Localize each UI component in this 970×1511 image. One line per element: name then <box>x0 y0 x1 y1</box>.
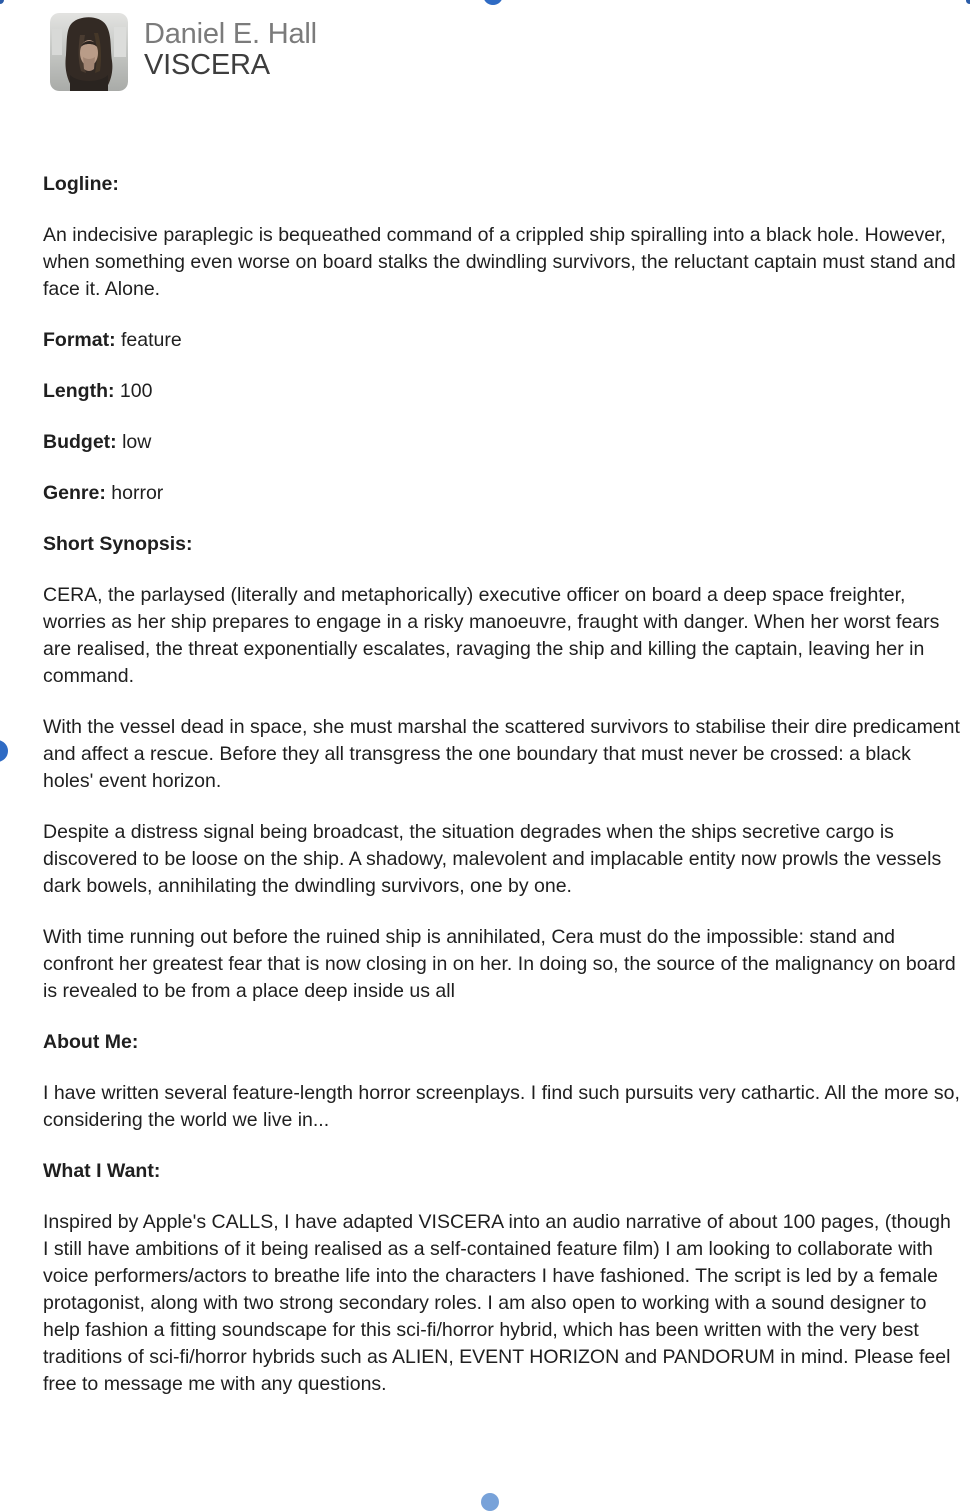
field-budget-label: Budget: <box>43 431 117 453</box>
avatar <box>50 13 128 91</box>
profile-header <box>0 0 970 91</box>
section-heading-short-synopsis: Short Synopsis: <box>43 533 193 555</box>
field-genre-value: horror <box>111 482 164 504</box>
field-genre-label: Genre: <box>43 482 106 504</box>
logline-paragraph: An indecisive paraplegic is bequeathed command of a crippled ship spiralling into a black hole. However, when something even worse on board stalks the dwindling survivors, the reluctant captain must stand and face it. Alone. <box>43 224 956 300</box>
what-i-want-paragraph: Inspired by Apple's CALLS, I have adapted VISCERA into an audio narrative of about 100 pages, (though I still have ambitions of it being realised as a self-contained feature film) I am looking to collaborate with voice performers/actors to breathe life into the characters I have fashioned. The script is led by a female protagonist, along with two strong secondary roles. I am also open to working with a sound designer to help fashion a fitting soundscape for this sci-fi/horror hybrid, which has been written with the very best traditions of sci-fi/horror hybrids such as ALIEN, EVENT HORIZON and PANDORUM in mind. Please feel free to message me with any questions. <box>43 1211 951 1395</box>
field-length-label: Length: <box>43 380 115 402</box>
field-length-value: 100 <box>119 380 153 402</box>
field-length <box>43 378 960 405</box>
section-heading-what-i-want: What I Want: <box>43 1160 161 1182</box>
field-format <box>43 327 960 354</box>
section-heading-logline: Logline: <box>43 173 119 195</box>
field-genre <box>43 480 960 507</box>
field-budget <box>43 429 960 456</box>
field-budget-value: low <box>122 431 152 453</box>
cropped-circle-decoration-top-right <box>966 0 970 4</box>
cropped-circle-decoration-left-middle <box>0 740 8 762</box>
synopsis-paragraph: With the vessel dead in space, she must marshal the scattered survivors to stabilise their dire predicament and affect a rescue. Before they all transgress the one boundary that must never be crossed: a black holes' event horizon. <box>43 716 960 792</box>
field-format-label: Format: <box>43 329 116 351</box>
synopsis-paragraph: CERA, the parlaysed (literally and metaphorically) executive officer on board a deep space freighter, worries as her ship prepares to engage in a risky manoeuvre, fraught with danger. When her worst fears are realised, the threat exponentially escalates, ravaging the ship and killing the captain, leaving her in command. <box>43 584 940 687</box>
user-name: Daniel E. Hall <box>144 18 317 50</box>
about-me-paragraph: I have written several feature-length horror screenplays. I find such pursuits very cathartic. All the more so, considering the world we live in... <box>43 1082 960 1131</box>
synopsis-paragraph: With time running out before the ruined ship is annihilated, Cera must do the impossible: stand and confront her greatest fear that is now closing in on her. In doing so, the source of the malignancy on board is revealed to be from a place deep inside us all <box>43 926 956 1002</box>
synopsis-paragraph: Despite a distress signal being broadcast, the situation degrades when the ships secretive cargo is discovered to be loose on the ship. A shadowy, malevolent and implacable entity now prowls the vessels dark bowels, annihilating the dwindling survivors, one by one. <box>43 821 942 897</box>
section-heading-about-me: About Me: <box>43 1031 139 1053</box>
listing-body <box>43 171 960 1398</box>
project-title: VISCERA <box>144 49 270 81</box>
field-format-value: feature <box>121 329 182 351</box>
